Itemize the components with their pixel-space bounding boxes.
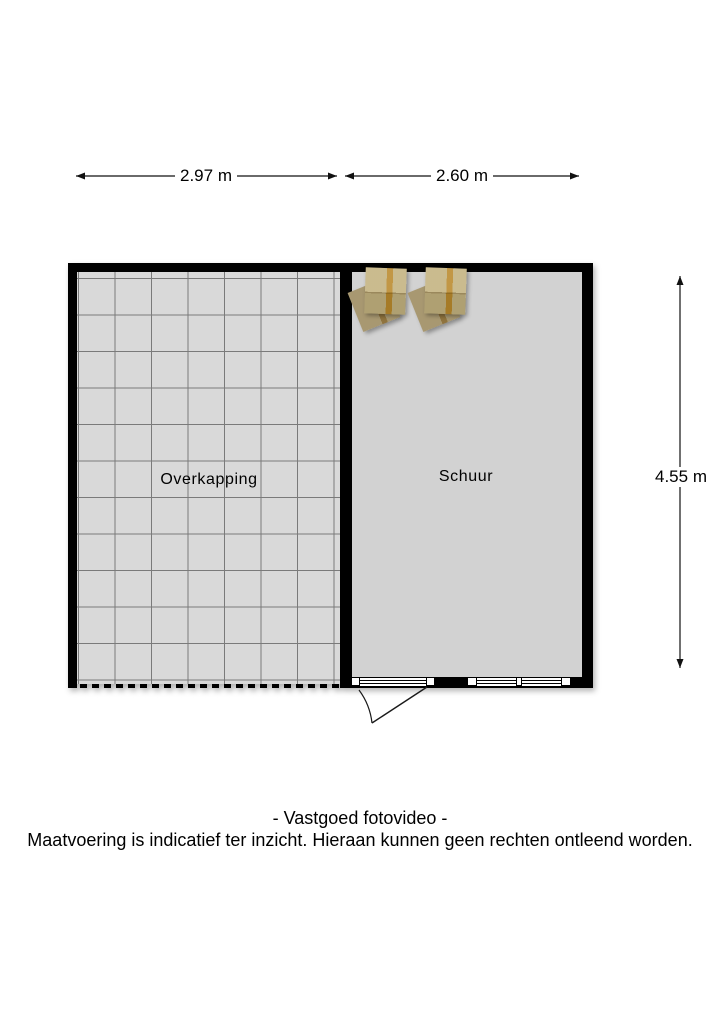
wall-middle [340, 263, 352, 688]
window-post-right [561, 677, 571, 686]
dimension-label-height: 4.55 m [650, 467, 712, 487]
storage-boxes-icon [416, 268, 472, 334]
window-pane-1 [477, 677, 517, 687]
wall-right [582, 263, 593, 688]
window-pane-2 [522, 677, 562, 687]
footer-brand: - Vastgoed fotovideo - [272, 808, 448, 828]
door-jamb-left [351, 677, 360, 686]
wall-left [68, 263, 77, 688]
dimension-label-schuur-width: 2.60 m [431, 166, 493, 186]
footer-disclaimer: Maatvoering is indicatief ter inzicht. Hieraan kunnen geen rechten ontleend worden. [27, 830, 693, 850]
room-label-overkapping: Overkapping [160, 471, 258, 488]
door-threshold [360, 677, 426, 687]
door-jamb-right [426, 677, 435, 686]
box-main [364, 267, 407, 314]
dimension-label-overkapping-width: 2.97 m [175, 166, 237, 186]
storage-boxes-icon [356, 268, 412, 334]
window-post-left [467, 677, 477, 686]
box-main [424, 267, 467, 314]
wall-top [68, 263, 593, 272]
room-label-schuur: Schuur [438, 468, 494, 485]
overkapping-open-edge-dashed [68, 684, 340, 688]
